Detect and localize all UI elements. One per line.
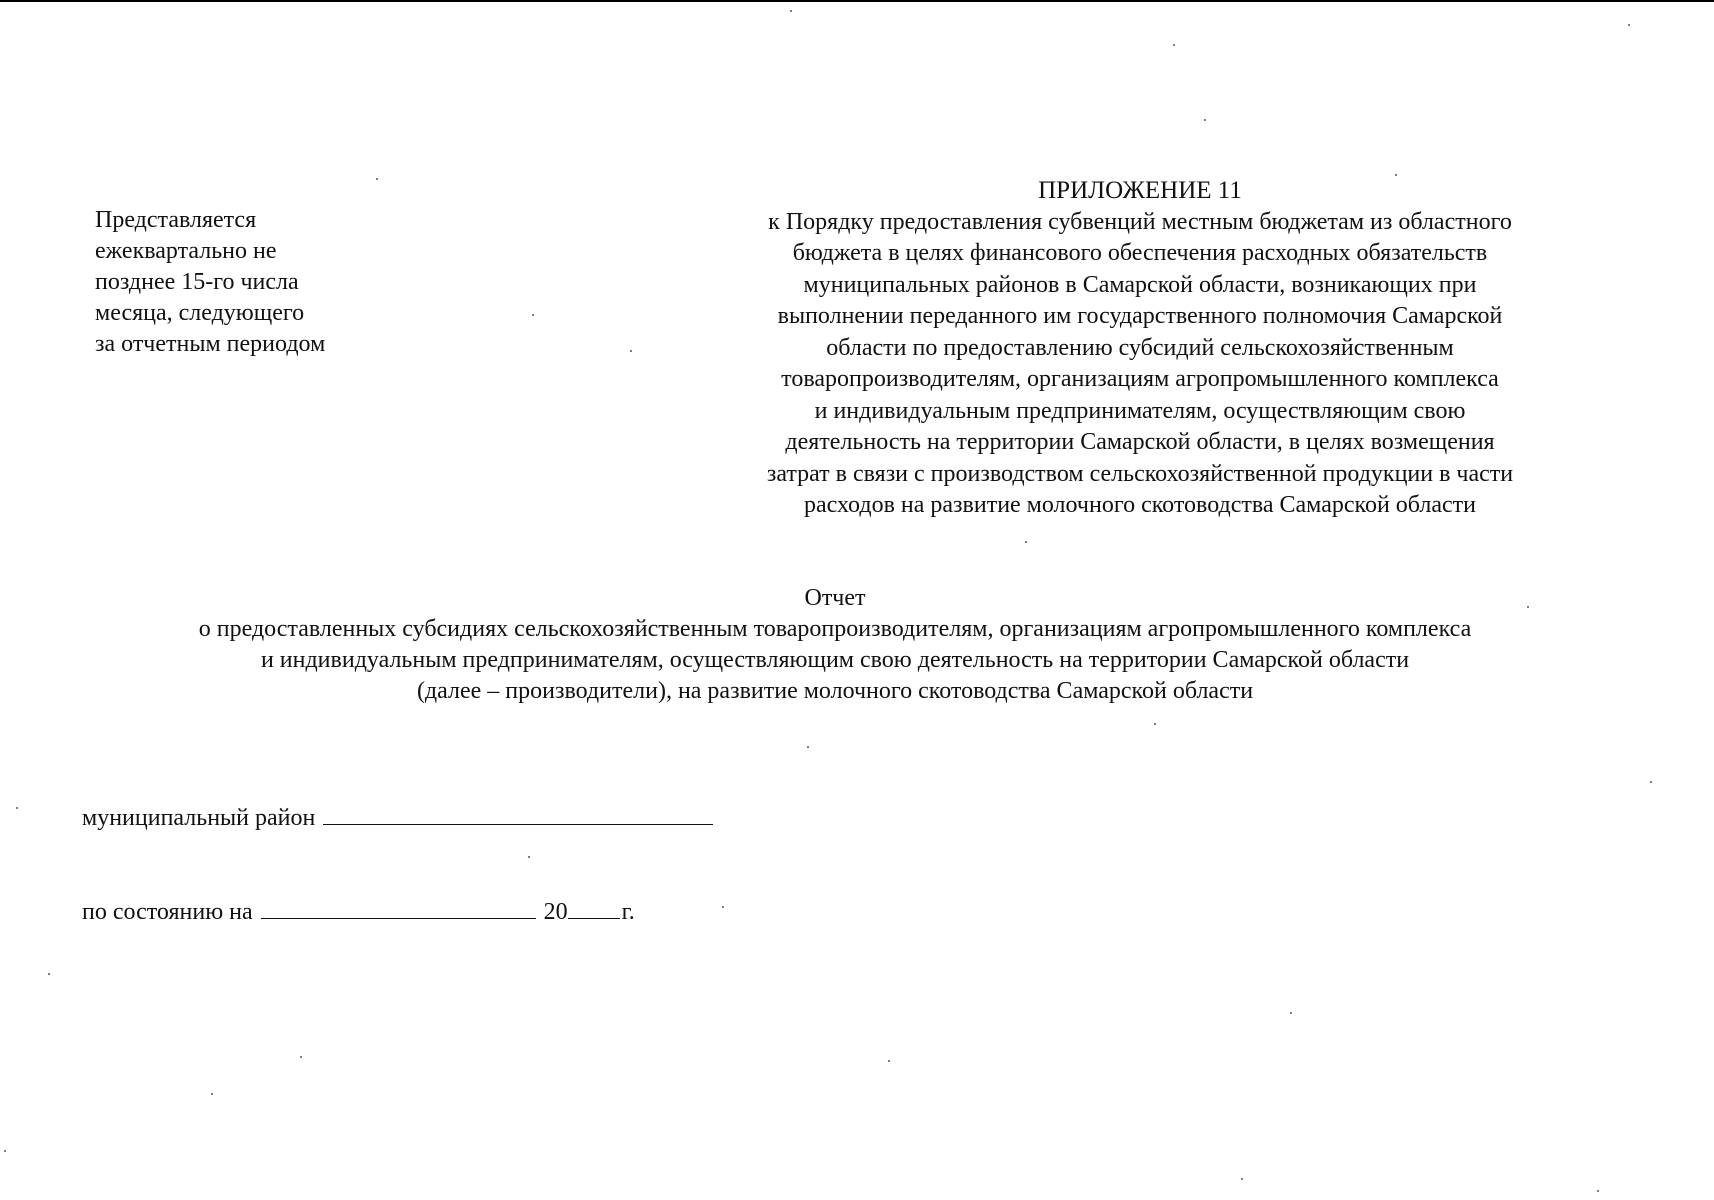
scan-speck [630,350,632,352]
appendix-line: бюджета в целях финансового обеспечения расходных обязательств [792,240,1488,266]
scan-speck [4,1150,6,1152]
scan-speck [211,1093,213,1095]
scan-speck [888,1060,890,1062]
scan-speck [48,973,50,975]
appendix-line: муниципальных районов в Самарской области, возникающих при [803,271,1477,298]
appendix-line: области по предоставлению субсидий сельскохозяйственным [826,334,1454,361]
scan-speck [1025,541,1027,543]
year-blank-line[interactable] [568,896,620,919]
scan-speck [722,906,724,908]
submission-note-line: позднее 15-го числа [95,269,299,295]
appendix-line: товаропроизводителям, организациям агропромышленного комплекса [781,366,1499,392]
scan-speck [532,314,534,316]
date-field-row [82,896,635,927]
scan-speck [1154,723,1156,725]
report-subtitle-line: (далее – производители), на развитие молочного скотоводства Самарской области [416,678,1254,704]
appendix-title: ПРИЛОЖЕНИЕ 11 [1038,177,1242,204]
scan-speck [1597,1190,1599,1192]
district-blank-line[interactable] [323,802,713,825]
appendix-line: к Порядку предоставления субвенций местным бюджетам из областного [768,208,1512,235]
scan-speck [300,1056,302,1058]
scan-speck [807,746,809,748]
scan-speck [16,807,18,809]
top-border-line [0,0,1714,2]
submission-note [95,205,415,360]
scan-speck [1650,781,1652,783]
scan-speck [1290,1012,1292,1014]
submission-note-line: ежеквартально не [95,238,277,264]
submission-note-line: Представляется [95,207,257,233]
report-subtitle-line: о предоставленных субсидиях сельскохозяйственным товаропроизводителям, организациям агропромышленного комплекса [198,616,1472,642]
scan-speck [1628,24,1630,26]
date-label: по состоянию на [82,899,253,925]
submission-note-line: месяца, следующего [95,300,305,326]
scan-speck [528,856,530,858]
report-subtitle-line: и индивидуальным предпринимателям, осуществляющим свою деятельность на территории Самарской области [260,647,1410,673]
report-title: Отчет [804,585,866,611]
date-blank-line[interactable] [261,896,536,919]
scan-speck [790,10,792,12]
scan-speck [1173,44,1175,46]
appendix-line: расходов на развитие молочного скотоводства Самарской области [803,492,1477,518]
appendix-line: выполнении переданного им государственного полномочия Самарской [777,303,1503,329]
appendix-line: и индивидуальным предпринимателям, осуществляющим свою [814,397,1466,424]
appendix-line: деятельность на территории Самарской области, в целях возмещения [785,429,1495,455]
year-suffix: г. [621,899,635,925]
district-field-row [82,802,715,833]
scan-speck [1204,119,1206,121]
year-prefix: 20 [543,899,568,925]
appendix-line: затрат в связи с производством сельскохозяйственной продукции в части [766,460,1514,487]
scan-speck [1395,174,1397,176]
appendix-header [690,175,1590,522]
submission-note-line: за отчетным периодом [95,331,326,357]
scan-speck [376,178,378,180]
scan-speck [1241,1178,1243,1180]
report-heading [60,583,1610,707]
scan-speck [1527,606,1529,608]
district-label: муниципальный район [82,805,316,831]
